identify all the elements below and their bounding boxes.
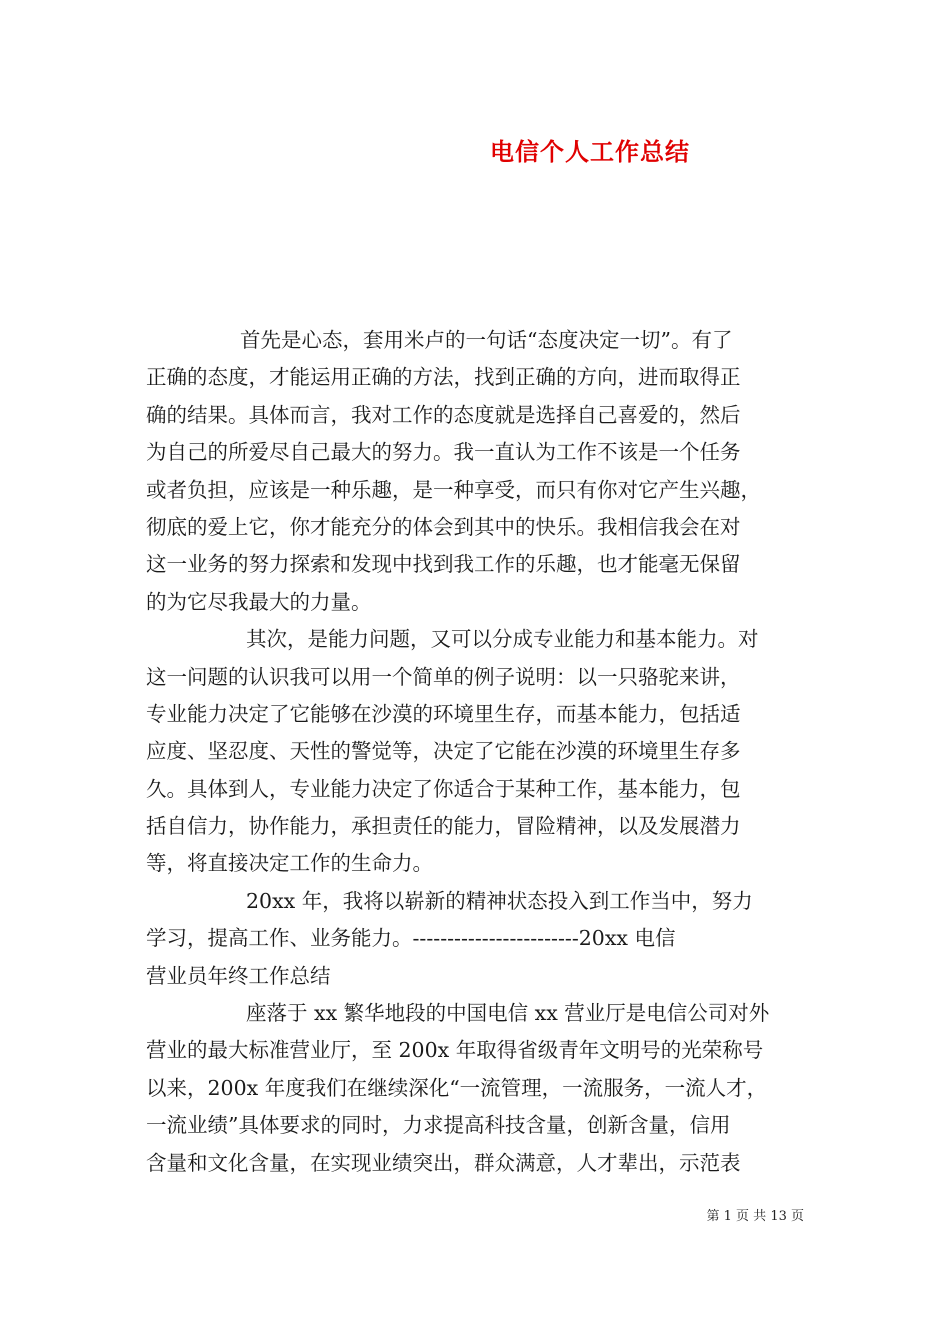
paragraph-line: 以来，200x 年度我们在继续深化“一流管理，一流服务，一流人才，: [146, 1075, 768, 1100]
paragraph-line: 这一业务的努力探索和发现中找到我工作的乐趣，也才能毫无保留: [146, 552, 741, 577]
paragraph-line: 括自信力，协作能力，承担责任的能力，冒险精神，以及发展潜力: [146, 814, 741, 839]
paragraph-line: 或者负担，应该是一种乐趣，是一种享受，而只有你对它产生兴趣，: [146, 477, 761, 502]
paragraph-line: 座落于 xx 繁华地段的中国电信 xx 营业厅是电信公司对外: [246, 1001, 770, 1026]
paragraph-line: 等，将直接决定工作的生命力。: [146, 851, 433, 876]
paragraph-line: 20xx 年，我将以崭新的精神状态投入到工作当中，努力: [246, 888, 753, 913]
paragraph-line: 正确的态度，才能运用正确的方法，找到正确的方向，进而取得正: [146, 365, 741, 390]
paragraph-line: 一流业绩”具体要求的同时，力求提高科技含量，创新含量，信用: [146, 1113, 731, 1138]
paragraph-line: 学习，提高工作、业务能力。------------------------20xx 电信: [146, 926, 676, 951]
paragraph-line: 专业能力决定了它能够在沙漠的环境里生存，而基本能力，包括适: [146, 701, 741, 726]
paragraph-line: 首先是心态，套用米卢的一句话“态度决定一切”。有了: [240, 328, 733, 352]
paragraph-line: 营业员年终工作总结: [146, 963, 331, 988]
paragraph-line: 营业的最大标准营业厅，至 200x 年取得省级青年文明号的光荣称号: [146, 1038, 764, 1063]
page-number: 第 1 页 共 13 页: [706, 1209, 804, 1224]
document-title: 电信个人工作总结: [490, 137, 690, 166]
paragraph-line: 彻底的爱上它，你才能充分的体会到其中的快乐。我相信我会在对: [146, 514, 741, 539]
paragraph-line: 久。具体到人，专业能力决定了你适合于某种工作，基本能力，包: [146, 776, 741, 801]
paragraph-line: 的为它尽我最大的力量。: [146, 589, 372, 614]
paragraph-line: 这一问题的认识我可以用一个简单的例子说明：以一只骆驼来讲，: [146, 664, 741, 689]
document-body: [146, 322, 806, 1182]
paragraph-line: 确的结果。具体而言，我对工作的态度就是选择自己喜爱的，然后: [146, 402, 741, 427]
paragraph-line: 含量和文化含量，在实现业绩突出，群众满意，人才辈出，示范表: [146, 1150, 741, 1175]
paragraph-line: 其次，是能力问题，又可以分成专业能力和基本能力。对: [246, 627, 759, 652]
paragraph-line: 应度、坚忍度、天性的警觉等，决定了它能在沙漠的环境里生存多: [146, 739, 741, 764]
paragraph-line: 为自己的所爱尽自己最大的努力。我一直认为工作不该是一个任务: [146, 440, 741, 465]
